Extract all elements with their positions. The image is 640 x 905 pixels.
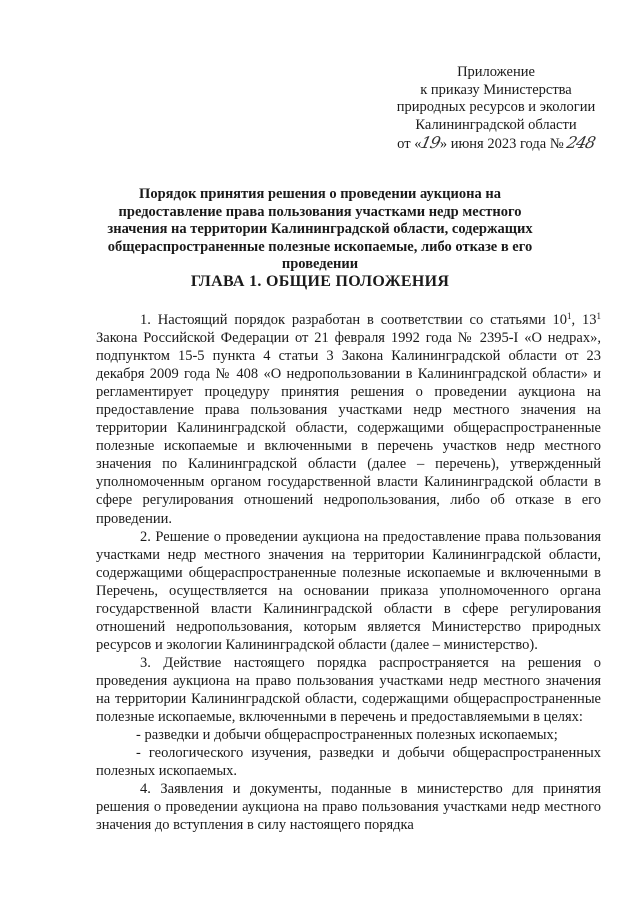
date-middle: » июня 2023 года № — [439, 136, 564, 152]
paragraph-4: 4. Заявления и документы, поданные в министерство для принятия решения о проведении аукциона на право пользования участками недр местного значения до вступления в силу настоящего порядка — [96, 781, 601, 834]
paragraph-1: 1. Настоящий порядок разработан в соответствии со статьями $10^1$, $13^1$ Закона Российской Федерации от 21 февраля 1992 года № 2395-I «О недрах», подпунктом 15-5 пункта 4 статьи 3 Закона Калининградской области от 23 декабря 2009 года № 408 «О недропользовании в Калининградской области» и регламентирует процедуру принятия решения о проведении аукциона на предоставление права пользования участками недр местного значения на территории Калининградской области, содержащими общераспространенные полезные ископаемые и включенными в перечень участков недр местного значения по Калининградской области (далее – перечень), утвержденный уполномоченным органом государственной власти Калининградской области в сфере регулирования отношений недропользования, либо об отказе в его проведении. — [96, 311, 601, 527]
chapter-heading: ГЛАВА 1. ОБЩИЕ ПОЛОЖЕНИЯ — [190, 273, 450, 290]
appendix-date-line — [380, 134, 612, 154]
handwritten-day: 19 — [419, 133, 442, 152]
appendix-block — [380, 64, 612, 154]
superscript: 1 — [567, 311, 572, 321]
list-item-geological-study: - геологического изучения, разведки и добычи общераспространенных полезных ископаемых. — [96, 745, 601, 780]
paragraph-2: 2. Решение о проведении аукциона на предоставление права пользования участками недр местного значения на территории Калининградской области, содержащими общераспространенные полезные ископаемые и включенными в Перечень, осуществляется на основании приказа уполномоченного органа государственной власти Калининградской области в сфере регулирования отношений недропользования, которым является Министерство природных ресурсов и экологии Калининградской области (далее – министерство). — [96, 528, 601, 653]
document-title: Порядок принятия решения о проведении аукциона на предоставление права пользования участками недр местного значения на территории Калининградской области, содержащих общераспространенные полезные ископаемые, либо отказе в его проведении — [107, 186, 533, 272]
handwritten-number: 248 — [565, 133, 597, 152]
document-body — [96, 311, 601, 834]
appendix-region: Калининградской области — [415, 116, 577, 133]
superscript: 1 — [596, 311, 601, 321]
date-prefix: от « — [397, 136, 422, 152]
appendix-order-ref: к приказу Министерства — [420, 81, 572, 98]
list-item-exploration: - разведки и добычи общераспространенных полезных ископаемых; — [136, 727, 558, 744]
appendix-ministry: природных ресурсов и экологии — [396, 99, 596, 115]
paragraph-3: 3. Действие настоящего порядка распространяется на решения о проведения аукциона на право пользования участками недр местного значения на территории Калининградской области, содержащими общераспространенные полезные ископаемые, включенными в перечень и предоставляемыми в целях: — [96, 654, 601, 726]
appendix-label: Приложение — [457, 64, 535, 80]
